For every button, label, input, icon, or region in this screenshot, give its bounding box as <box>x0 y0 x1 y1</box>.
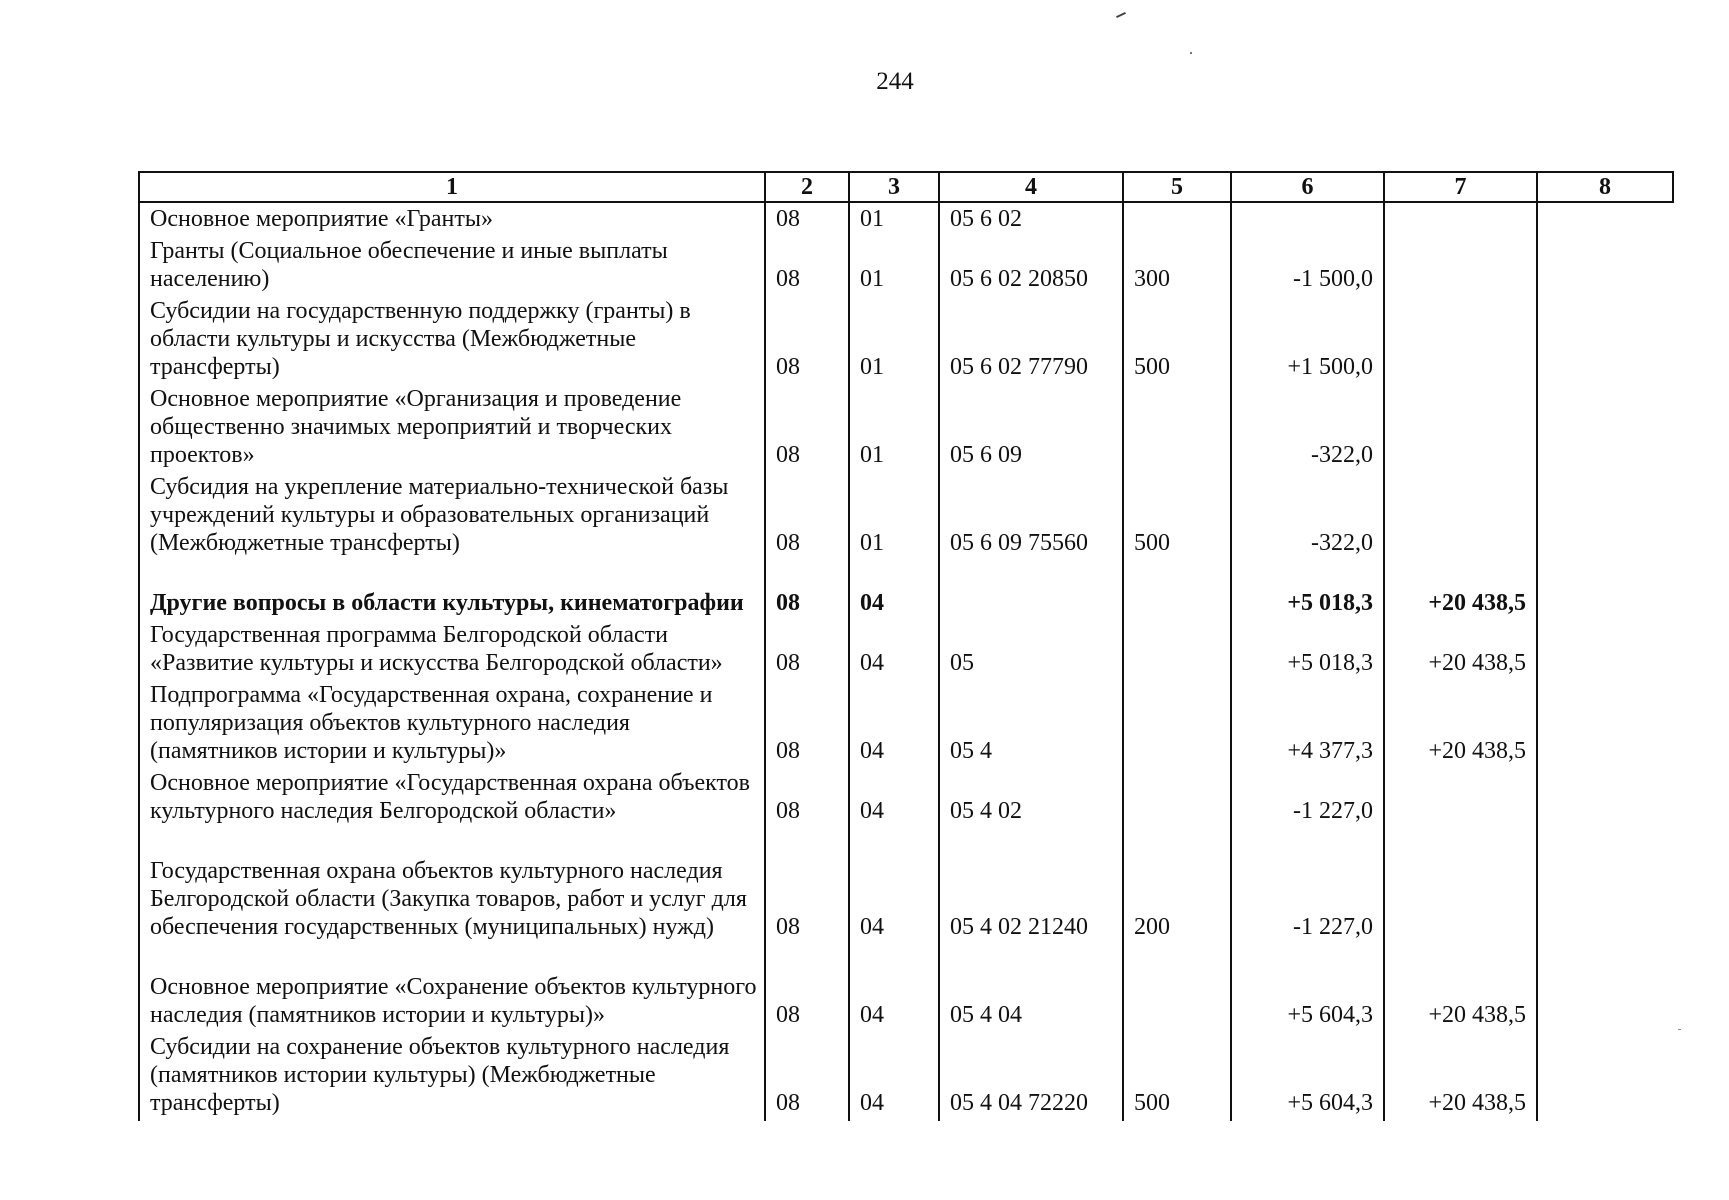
table-header-row <box>139 172 1673 202</box>
expense-type <box>1123 681 1231 769</box>
column-header: 6 <box>1231 172 1384 202</box>
amount-2020 <box>1384 385 1537 473</box>
column-header: 5 <box>1123 172 1231 202</box>
amount-2020 <box>1384 829 1537 945</box>
amount-2021 <box>1537 1033 1673 1121</box>
table-row <box>139 1033 1673 1121</box>
budget-table <box>138 171 1674 1121</box>
table-row <box>139 385 1673 473</box>
amount-2019 <box>1231 202 1384 237</box>
row-name: Государственная охрана объектов культурного наследия Белгородской области (Закупка товаров, работ и услуг для обеспечения государственных (муниципальных) нужд) <box>139 829 765 945</box>
amount-2021 <box>1537 202 1673 237</box>
amount-2019: +4 377,3 <box>1231 681 1384 769</box>
table-row <box>139 473 1673 561</box>
column-header: 8 <box>1537 172 1673 202</box>
column-header: 1 <box>139 172 765 202</box>
expense-type: 200 <box>1123 829 1231 945</box>
row-name: Основное мероприятие «Государственная охрана объектов культурного наследия Белгородской области» <box>139 769 765 829</box>
section-code: 08 <box>765 1033 849 1121</box>
expense-type <box>1123 769 1231 829</box>
target-code: 05 4 04 72220 <box>939 1033 1123 1121</box>
table-row <box>139 237 1673 297</box>
target-code: 05 6 02 77790 <box>939 297 1123 385</box>
section-code: 08 <box>765 681 849 769</box>
scan-dot <box>1190 52 1192 54</box>
target-code: 05 6 09 75560 <box>939 473 1123 561</box>
table-row <box>139 202 1673 237</box>
subsection-code: 04 <box>849 945 939 1033</box>
amount-2019: -1 227,0 <box>1231 829 1384 945</box>
amount-2021 <box>1537 829 1673 945</box>
subsection-code: 04 <box>849 621 939 681</box>
table-row <box>139 621 1673 681</box>
section-code: 08 <box>765 945 849 1033</box>
scan-dot <box>1678 1029 1681 1030</box>
row-name: Другие вопросы в области культуры, кинематографии <box>139 561 765 621</box>
row-name: Субсидия на укрепление материально-технической базы учреждений культуры и образовательных организаций (Межбюджетные трансферты) <box>139 473 765 561</box>
row-name: Субсидии на сохранение объектов культурного наследия (памятников истории культуры) (Межбюджетные трансферты) <box>139 1033 765 1121</box>
amount-2019: -1 227,0 <box>1231 769 1384 829</box>
table-row <box>139 297 1673 385</box>
subsection-code: 01 <box>849 473 939 561</box>
row-name: Гранты (Социальное обеспечение и иные выплаты населению) <box>139 237 765 297</box>
amount-2021 <box>1537 385 1673 473</box>
target-code: 05 4 02 <box>939 769 1123 829</box>
target-code: 05 6 09 <box>939 385 1123 473</box>
amount-2020 <box>1384 769 1537 829</box>
amount-2019: -322,0 <box>1231 473 1384 561</box>
table-row <box>139 681 1673 769</box>
subsection-code: 04 <box>849 681 939 769</box>
amount-2021 <box>1537 473 1673 561</box>
row-name: Основное мероприятие «Организация и проведение общественно значимых мероприятий и творческих проектов» <box>139 385 765 473</box>
expense-type <box>1123 561 1231 621</box>
amount-2020: +20 438,5 <box>1384 681 1537 769</box>
amount-2020: +20 438,5 <box>1384 945 1537 1033</box>
amount-2020 <box>1384 202 1537 237</box>
table-row <box>139 769 1673 829</box>
amount-2019: +5 018,3 <box>1231 561 1384 621</box>
column-header: 2 <box>765 172 849 202</box>
amount-2020 <box>1384 297 1537 385</box>
column-header: 7 <box>1384 172 1537 202</box>
subsection-code: 01 <box>849 237 939 297</box>
expense-type <box>1123 621 1231 681</box>
amount-2021 <box>1537 297 1673 385</box>
amount-2019: -322,0 <box>1231 385 1384 473</box>
section-code: 08 <box>765 621 849 681</box>
expense-type: 500 <box>1123 297 1231 385</box>
amount-2020: +20 438,5 <box>1384 621 1537 681</box>
table-row <box>139 829 1673 945</box>
column-header: 4 <box>939 172 1123 202</box>
amount-2020: +20 438,5 <box>1384 561 1537 621</box>
amount-2019: -1 500,0 <box>1231 237 1384 297</box>
amount-2019: +5 604,3 <box>1231 1033 1384 1121</box>
amount-2020 <box>1384 237 1537 297</box>
subsection-code: 04 <box>849 561 939 621</box>
subsection-code: 01 <box>849 297 939 385</box>
table-row <box>139 561 1673 621</box>
table-row <box>139 945 1673 1033</box>
subsection-code: 01 <box>849 385 939 473</box>
section-code: 08 <box>765 202 849 237</box>
amount-2019: +5 604,3 <box>1231 945 1384 1033</box>
target-code: 05 6 02 20850 <box>939 237 1123 297</box>
row-name: Государственная программа Белгородской области «Развитие культуры и искусства Белгородской области» <box>139 621 765 681</box>
row-name: Субсидии на государственную поддержку (гранты) в области культуры и искусства (Межбюджетные трансферты) <box>139 297 765 385</box>
amount-2019: +1 500,0 <box>1231 297 1384 385</box>
expense-type <box>1123 202 1231 237</box>
amount-2021 <box>1537 621 1673 681</box>
subsection-code: 01 <box>849 202 939 237</box>
expense-type <box>1123 945 1231 1033</box>
section-code: 08 <box>765 769 849 829</box>
page-number: 244 <box>876 68 914 95</box>
expense-type <box>1123 385 1231 473</box>
subsection-code: 04 <box>849 769 939 829</box>
subsection-code: 04 <box>849 1033 939 1121</box>
subsection-code: 04 <box>849 829 939 945</box>
section-code: 08 <box>765 829 849 945</box>
section-code: 08 <box>765 561 849 621</box>
amount-2021 <box>1537 561 1673 621</box>
scan-mark <box>1116 12 1126 18</box>
expense-type: 300 <box>1123 237 1231 297</box>
expense-type: 500 <box>1123 1033 1231 1121</box>
target-code: 05 6 02 <box>939 202 1123 237</box>
row-name: Подпрограмма «Государственная охрана, сохранение и популяризация объектов культурного наследия (памятников истории и культуры)» <box>139 681 765 769</box>
amount-2021 <box>1537 681 1673 769</box>
target-code: 05 4 02 21240 <box>939 829 1123 945</box>
amount-2021 <box>1537 237 1673 297</box>
section-code: 08 <box>765 237 849 297</box>
amount-2019: +5 018,3 <box>1231 621 1384 681</box>
amount-2021 <box>1537 945 1673 1033</box>
amount-2020: +20 438,5 <box>1384 1033 1537 1121</box>
amount-2020 <box>1384 473 1537 561</box>
expense-type: 500 <box>1123 473 1231 561</box>
row-name: Основное мероприятие «Гранты» <box>139 202 765 237</box>
target-code: 05 <box>939 621 1123 681</box>
row-name: Основное мероприятие «Сохранение объектов культурного наследия (памятников истории и культуры)» <box>139 945 765 1033</box>
amount-2021 <box>1537 769 1673 829</box>
section-code: 08 <box>765 385 849 473</box>
target-code <box>939 561 1123 621</box>
target-code: 05 4 04 <box>939 945 1123 1033</box>
target-code: 05 4 <box>939 681 1123 769</box>
section-code: 08 <box>765 297 849 385</box>
section-code: 08 <box>765 473 849 561</box>
column-header: 3 <box>849 172 939 202</box>
